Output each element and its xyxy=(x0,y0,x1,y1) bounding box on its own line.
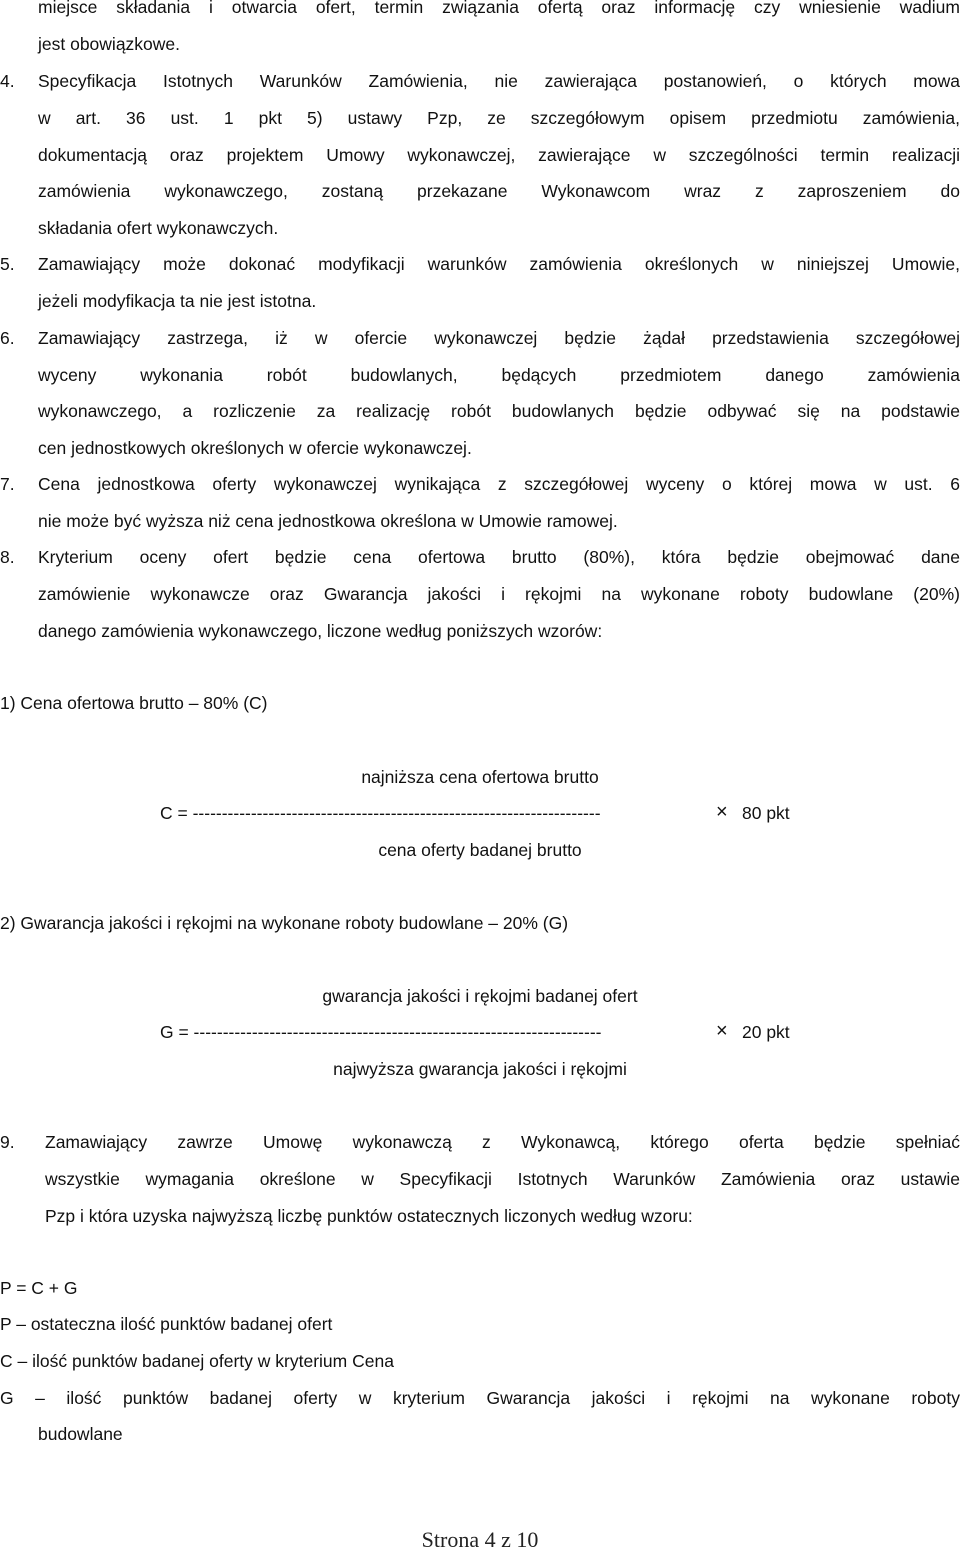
criterion-1-times-sign: × xyxy=(716,801,728,823)
item-4-line-2: w art. 36 ust. 1 pkt 5) ustawy Pzp, ze szczegółowym opisem przedmiotu zamówienia, xyxy=(38,108,960,128)
item-9-line-2: wszystkie wymagania określone w Specyfikacji Istotnych Warunków Zamówienia oraz ustawie xyxy=(45,1169,960,1189)
item-9-line-3: Pzp i która uzyska najwyższą liczbę punktów ostatecznych liczonych według wzoru: xyxy=(45,1206,693,1226)
item-number-5: 5. xyxy=(0,254,15,274)
item-6-line-3: wykonawczego, a rozliczenie za realizację robót budowlanych będzie odbywać się na podstawie xyxy=(38,401,960,421)
criterion-2-times-sign: × xyxy=(716,1020,728,1042)
item-4-line-5: składania ofert wykonawczych. xyxy=(38,218,279,238)
item-8-line-1: Kryterium oceny ofert będzie cena ofertowa brutto (80%), która będzie obejmować dane xyxy=(38,547,960,567)
item-number-4: 4. xyxy=(0,71,15,91)
criterion-2-denominator: najwyższa gwarancja jakości i rękojmi xyxy=(333,1059,627,1079)
definition-c: C – ilość punktów badanej oferty w kryterium Cena xyxy=(0,1351,394,1371)
final-equation: P = C + G xyxy=(0,1278,78,1298)
definition-p: P – ostateczna ilość punktów badanej ofert xyxy=(0,1314,333,1334)
criterion-2-points: 20 pkt xyxy=(742,1022,790,1042)
criterion-1-fraction-line: C = ---------------------------------------------------------------------- xyxy=(160,803,601,823)
item-number-9: 9. xyxy=(0,1132,15,1152)
criterion-1-heading: 1) Cena ofertowa brutto – 80% (C) xyxy=(0,693,268,713)
continuation-line-2: jest obowiązkowe. xyxy=(38,34,181,54)
item-4-line-3: dokumentacją oraz projektem Umowy wykonawczej, zawierające w szczególności termin realizacji xyxy=(38,145,960,165)
definition-g-line-1: G – ilość punktów badanej oferty w kryterium Gwarancja jakości i rękojmi na wykonane roboty xyxy=(0,1388,960,1408)
item-6-line-4: cen jednostkowych określonych w ofercie wykonawczej. xyxy=(38,438,472,458)
item-5-line-1: Zamawiający może dokonać modyfikacji warunków zamówienia określonych w niniejszej Umowie, xyxy=(38,254,960,274)
page-number-footer: Strona 4 z 10 xyxy=(421,1527,539,1552)
item-4-line-1: Specyfikacja Istotnych Warunków Zamówienia, nie zawierająca postanowień, o których mowa xyxy=(38,71,960,91)
item-6-line-1: Zamawiający zastrzega, iż w ofercie wykonawczej będzie żądał przedstawienia szczegółowej xyxy=(38,328,960,348)
criterion-2-numerator: gwarancja jakości i rękojmi badanej ofert xyxy=(322,986,638,1006)
item-8-line-2: zamówienie wykonawcze oraz Gwarancja jakości i rękojmi na wykonane roboty budowlane (20%) xyxy=(38,584,960,604)
item-6-line-2: wyceny wykonania robót budowlanych, będących przedmiotem danego zamówienia xyxy=(38,365,960,385)
item-9-line-1: Zamawiający zawrze Umowę wykonawczą z Wykonawcą, którego oferta będzie spełniać xyxy=(45,1132,960,1152)
item-number-7: 7. xyxy=(0,474,15,494)
item-number-8: 8. xyxy=(0,547,15,567)
continuation-line-1: miejsce składania i otwarcia ofert, termin związania ofertą oraz informację czy wniesienie wadium xyxy=(38,0,960,17)
criterion-1-points: 80 pkt xyxy=(742,803,790,823)
item-number-6: 6. xyxy=(0,328,15,348)
item-8-line-3: danego zamówienia wykonawczego, liczone według poniższych wzorów: xyxy=(38,621,603,641)
criterion-1-numerator: najniższa cena ofertowa brutto xyxy=(361,767,599,787)
item-4-line-4: zamówienia wykonawczego, zostaną przekazane Wykonawcom wraz z zaproszeniem do xyxy=(38,181,960,201)
criterion-1-denominator: cena oferty badanej brutto xyxy=(378,840,582,860)
definition-g-line-2: budowlane xyxy=(38,1424,123,1444)
criterion-2-heading: 2) Gwarancja jakości i rękojmi na wykonane roboty budowlane – 20% (G) xyxy=(0,913,569,933)
criterion-2-fraction-line: G = ---------------------------------------------------------------------- xyxy=(160,1022,602,1042)
item-7-line-1: Cena jednostkowa oferty wykonawczej wynikająca z szczegółowej wyceny o której mowa w ust. 6 xyxy=(38,474,960,494)
item-7-line-2: nie może być wyższa niż cena jednostkowa określona w Umowie ramowej. xyxy=(38,511,618,531)
item-5-line-2: jeżeli modyfikacja ta nie jest istotna. xyxy=(38,291,317,311)
